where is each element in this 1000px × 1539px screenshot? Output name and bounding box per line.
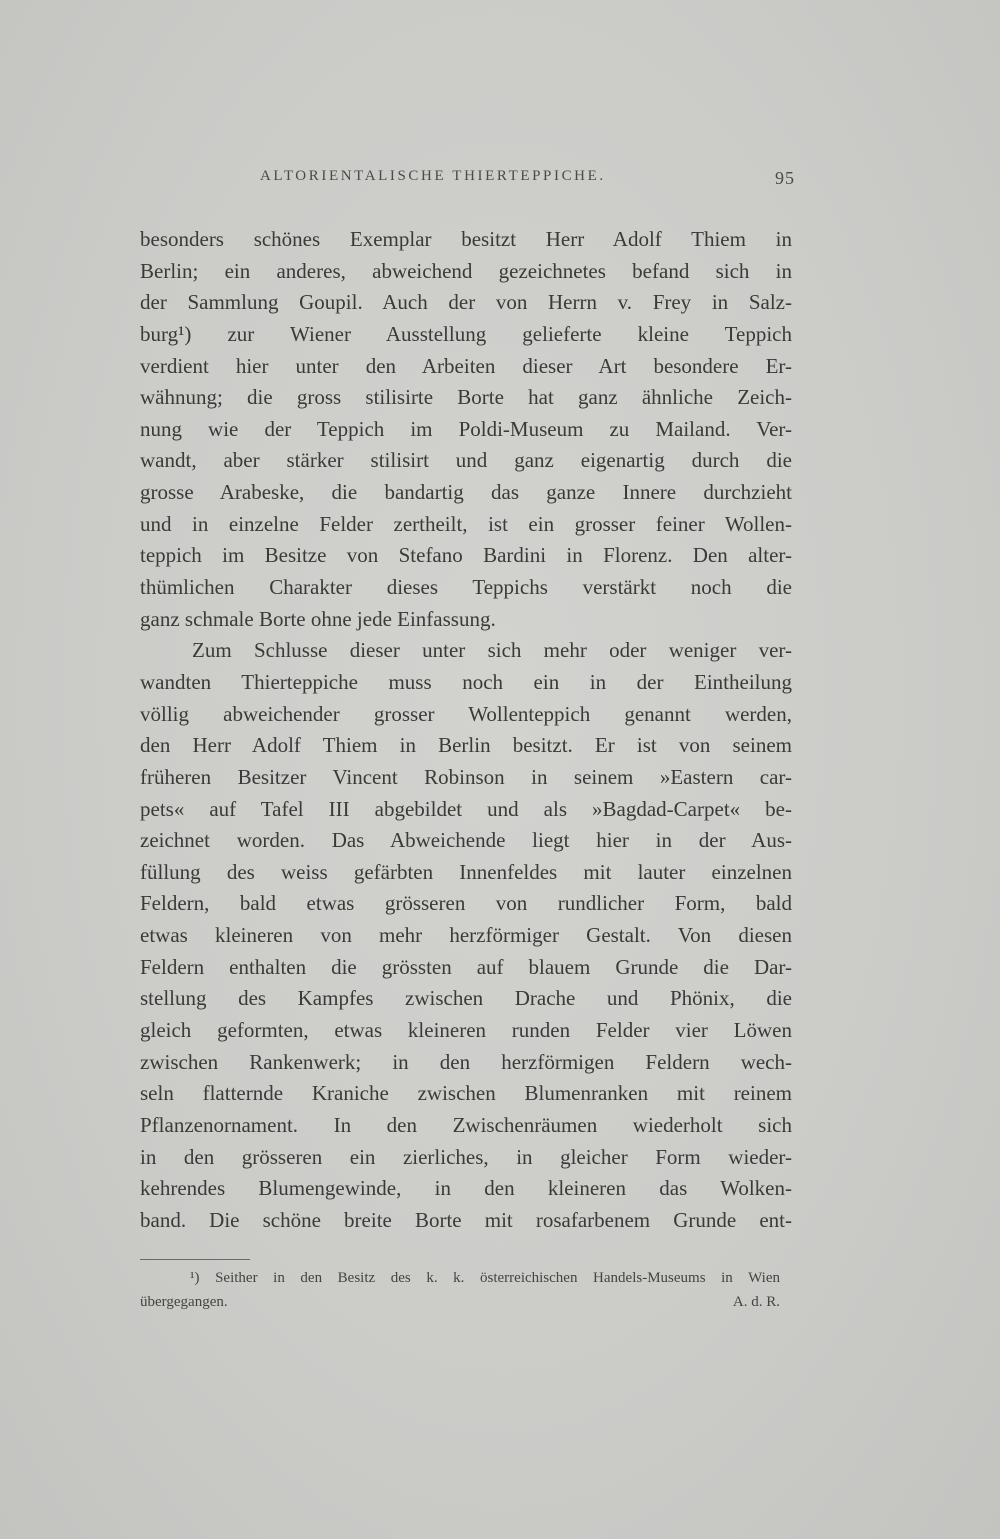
body-text — [140, 224, 792, 1237]
text-line: Berlin; ein anderes, abweichend gezeichnetes befand sich in — [140, 258, 792, 283]
text-line: stellung des Kampfes zwischen Drache und Phönix, die — [140, 986, 792, 1011]
text-line: zwischen Rankenwerk; in den herzförmigen Feldern wech- — [140, 1049, 792, 1074]
footnote-divider — [140, 1259, 250, 1260]
text-line: verdient hier unter den Arbeiten dieser Art besondere Er- — [140, 353, 792, 378]
text-line: in den grösseren ein zierliches, in gleicher Form wieder- — [140, 1144, 792, 1169]
page-header — [140, 168, 795, 192]
text-line: früheren Besitzer Vincent Robinson in seinem »Eastern car- — [140, 764, 792, 789]
paragraph-end-line: ganz schmale Borte ohne jede Einfassung. — [140, 606, 496, 631]
page-number: 95 — [775, 168, 795, 188]
running-title: ALTORIENTALISCHE THIERTEPPICHE. — [260, 168, 606, 184]
text-line: Pflanzenornament. In den Zwischenräumen wiederholt sich — [140, 1112, 792, 1137]
text-line: thümlichen Charakter dieses Teppichs verstärkt noch die — [140, 575, 792, 600]
text-line: grosse Arabeske, die bandartig das ganze Innere durchzieht — [140, 480, 792, 505]
text-line: besonders schönes Exemplar besitzt Herr Adolf Thiem in — [140, 227, 792, 251]
text-line: gleich geformten, etwas kleineren runden Felder vier Löwen — [140, 1018, 792, 1043]
text-line: den Herr Adolf Thiem in Berlin besitzt. Er ist von seinem — [140, 733, 792, 758]
footnote-signature: A. d. R. — [732, 1294, 780, 1310]
text-line: wähnung; die gross stilisirte Borte hat ganz ähnliche Zeich- — [140, 385, 792, 410]
text-line: pets« auf Tafel III abgebildet und als »Bagdad-Carpet« be- — [140, 796, 792, 821]
text-line: wandt, aber stärker stilisirt und ganz eigenartig durch die — [140, 448, 792, 473]
text-line: wandten Thierteppiche muss noch ein in der Eintheilung — [140, 669, 792, 694]
footnote-line — [140, 1290, 780, 1314]
text-line: füllung des weiss gefärbten Innenfeldes mit lauter einzelnen — [140, 859, 792, 884]
text-line: Feldern, bald etwas grösseren von rundlicher Form, bald — [140, 891, 792, 916]
text-line: seln flatternde Kraniche zwischen Blumenranken mit reinem — [140, 1081, 792, 1106]
footnote-continuation: übergegangen. — [140, 1294, 228, 1310]
text-line: der Sammlung Goupil. Auch der von Herrn v. Frey in Salz- — [140, 290, 792, 315]
text-line: teppich im Besitze von Stefano Bardini in Florenz. Den alter- — [140, 543, 792, 568]
footnote — [140, 1266, 780, 1314]
paragraph-start-line: Zum Schlusse dieser unter sich mehr oder weniger ver- — [192, 638, 792, 663]
text-line: nung wie der Teppich im Poldi-Museum zu Mailand. Ver- — [140, 416, 792, 441]
text-line: kehrendes Blumengewinde, in den kleineren das Wolken- — [140, 1176, 792, 1201]
text-line: völlig abweichender grosser Wollenteppich genannt werden, — [140, 701, 792, 726]
text-line: und in einzelne Felder zertheilt, ist ein grosser feiner Wollen- — [140, 511, 792, 536]
text-line: burg¹) zur Wiener Ausstellung gelieferte kleine Teppich — [140, 321, 792, 346]
text-line: Feldern enthalten die grössten auf blauem Grunde die Dar- — [140, 954, 792, 979]
text-line: etwas kleineren von mehr herzförmiger Gestalt. Von diesen — [140, 923, 792, 948]
text-line: band. Die schöne breite Borte mit rosafarbenem Grunde ent- — [140, 1207, 792, 1232]
footnote-line: ¹) Seither in den Besitz des k. k. österreichischen Handels-Museums in Wien — [190, 1270, 780, 1286]
text-line: zeichnet worden. Das Abweichende liegt hier in der Aus- — [140, 828, 792, 853]
